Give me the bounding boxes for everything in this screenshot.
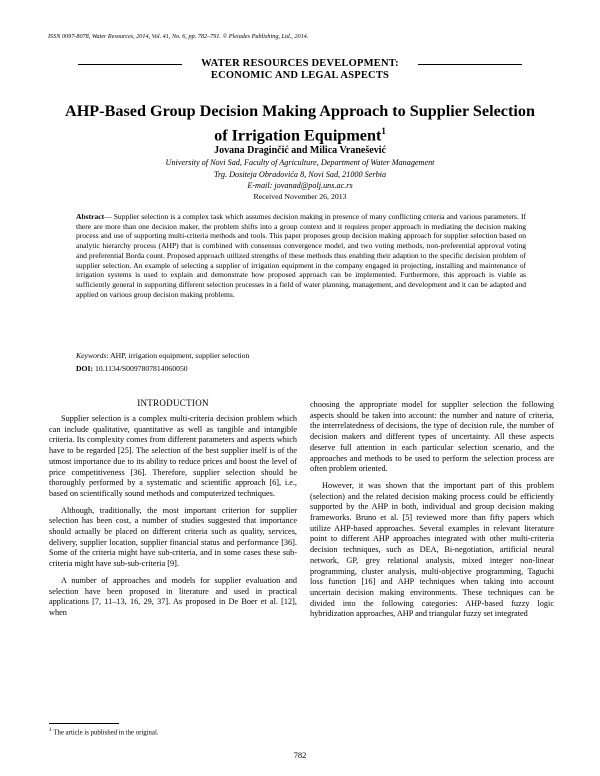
section-heading-line1: WATER RESOURCES DEVELOPMENT: bbox=[201, 58, 399, 69]
section-heading-line2: ECONOMIC AND LEGAL ASPECTS bbox=[210, 70, 390, 81]
footnote-rule bbox=[49, 723, 119, 724]
column-right bbox=[310, 400, 554, 626]
keywords bbox=[76, 351, 249, 360]
doi-value: 10.1134/S0097807814060050 bbox=[93, 364, 188, 373]
abstract-text: — Supplier selection is a complex task which assumes decision making in presence of many conflicting criteria and various parameters. If there are more than one decision maker, the problem shifts into a group context and it requires proper approach in mediating the decision making process and use of supporting multi-criteria methods and tools. This paper proposes group decision making approach for supplier selection based on analytic hierarchy process (AHP) that is combined with consensus convergence model, and two voting methods, non-preferential approval voting and preferential Borda count. Proposed approach utilized strengths of these methods thus enabling their adaption to the specific decision problem of supplier selection. An example of selecting a supplier of irrigation equipment in the company engaged in projecting, installing and maintenance of irrigation systems is used to explain and demonstrate how proposed approach can be implemented. Furthermore, this approach is viable as sufficiently general in supporting different selection processes in a field of water planning, management, and development and it can be adapted and applied on various group decision making problems. bbox=[76, 212, 526, 299]
paragraph: Although, traditionally, the most important criterion for supplier selection has been cost, a number of studies suggested that importance should actually be placed on different criteria such as quality, services, delivery, supplier location, supplier financial status and performance [36]. Some of the criteria might have sub-criteria, and in some cases these sub-criteria might have sub-sub-criteria [9]. bbox=[49, 505, 297, 569]
title-line1: AHP-Based Group Decision Making Approach to Supplier Selection bbox=[65, 102, 535, 120]
column-left bbox=[49, 414, 297, 625]
doi-label: DOI: bbox=[76, 364, 94, 373]
keywords-label: Keywords bbox=[76, 351, 107, 360]
received-date: Received November 26, 2013 bbox=[253, 192, 347, 201]
footnote bbox=[49, 727, 159, 736]
paragraph: A number of approaches and models for supplier evaluation and selection have been proposed in literature and used in practical applications [7, 11–13, 16, 29, 37]. As proposed in De Boer et al. [12], when bbox=[49, 575, 297, 617]
introduction-heading: INTRODUCTION bbox=[137, 398, 209, 408]
journal-citation: ISSN 0097-8078, Water Resources, 2014, Vol. 41, No. 6, pp. 782–791. © Pleiades Publishing, Ltd., 2014. bbox=[48, 33, 309, 40]
paragraph: choosing the appropriate model for supplier selection the following aspects should be taken into account: the number and nature of criteria, the interrelatedness of decisions, the type of decision rule, the number of decision makers and different types of uncertainty. All these aspects deserve full attention in each particular selection scenario, and the approaches and methods to be used to perform the selection process are often problem oriented. bbox=[310, 400, 554, 474]
affiliation-line2: Trg. Dositeja Obradovića 8, Novi Sad, 21000 Serbia bbox=[213, 170, 387, 179]
footnote-text: The article is published in the original. bbox=[51, 729, 159, 737]
abstract bbox=[76, 212, 526, 299]
paragraph: However, it was shown that the important part of this problem (selection) and the related decision making process could be efficiently supported by the AHP in both, individual and group decision making frameworks. Bruno et al. [5] reviewed more than fifty papers which utilize AHP-based approaches. Several examples in relevant literature point to different AHP approaches integrated with other multi-criteria decision techniques, such as DEA, Bi-negotiation, artificial neural network, GP, grey relational analysis, mixed integer non-linear programming, cluster analysis, multi-objective programming, Taguchi loss function [16] and AHP techniques when taking into account uncertain decision making environments. These techniques can be divided into the following categories: AHP-based fuzzy logic hybridization approaches, AHP and triangular fuzzy set integrated bbox=[310, 480, 554, 619]
article-title bbox=[20, 101, 580, 145]
title-footnote-mark: 1 bbox=[381, 126, 386, 136]
keywords-text: : AHP, irrigation equipment, supplier selection bbox=[106, 351, 250, 360]
affiliation-email: E-mail: jovanad@polj.uns.ac.rs bbox=[247, 181, 353, 190]
doi bbox=[76, 364, 188, 373]
page-number: 782 bbox=[293, 750, 307, 760]
abstract-label: Abstract bbox=[76, 212, 105, 221]
paragraph: Supplier selection is a complex multi-criteria decision problem which can include qualitative, quantitative as well as tangible and intangible criteria. Its complexity comes from different parameters and aspects which have to be regarded [25]. The selection of the best supplier itself is of the utmost importance due to its ability to reduce prices and boost the level of price competitiveness [36]. Therefore, supplier selection should be thoroughly performed by a systematic and scientific approach [6], i.e., based on scientifically sound methods and computerized techniques. bbox=[49, 414, 297, 498]
authors: Jovana Draginčić and Milica Vranešević bbox=[214, 145, 386, 156]
affiliation-line1: University of Novi Sad, Faculty of Agriculture, Department of Water Management bbox=[165, 158, 435, 167]
footnote-mark: 1 bbox=[49, 727, 52, 733]
title-line2: of Irrigation Equipment$^1$ bbox=[214, 126, 386, 145]
